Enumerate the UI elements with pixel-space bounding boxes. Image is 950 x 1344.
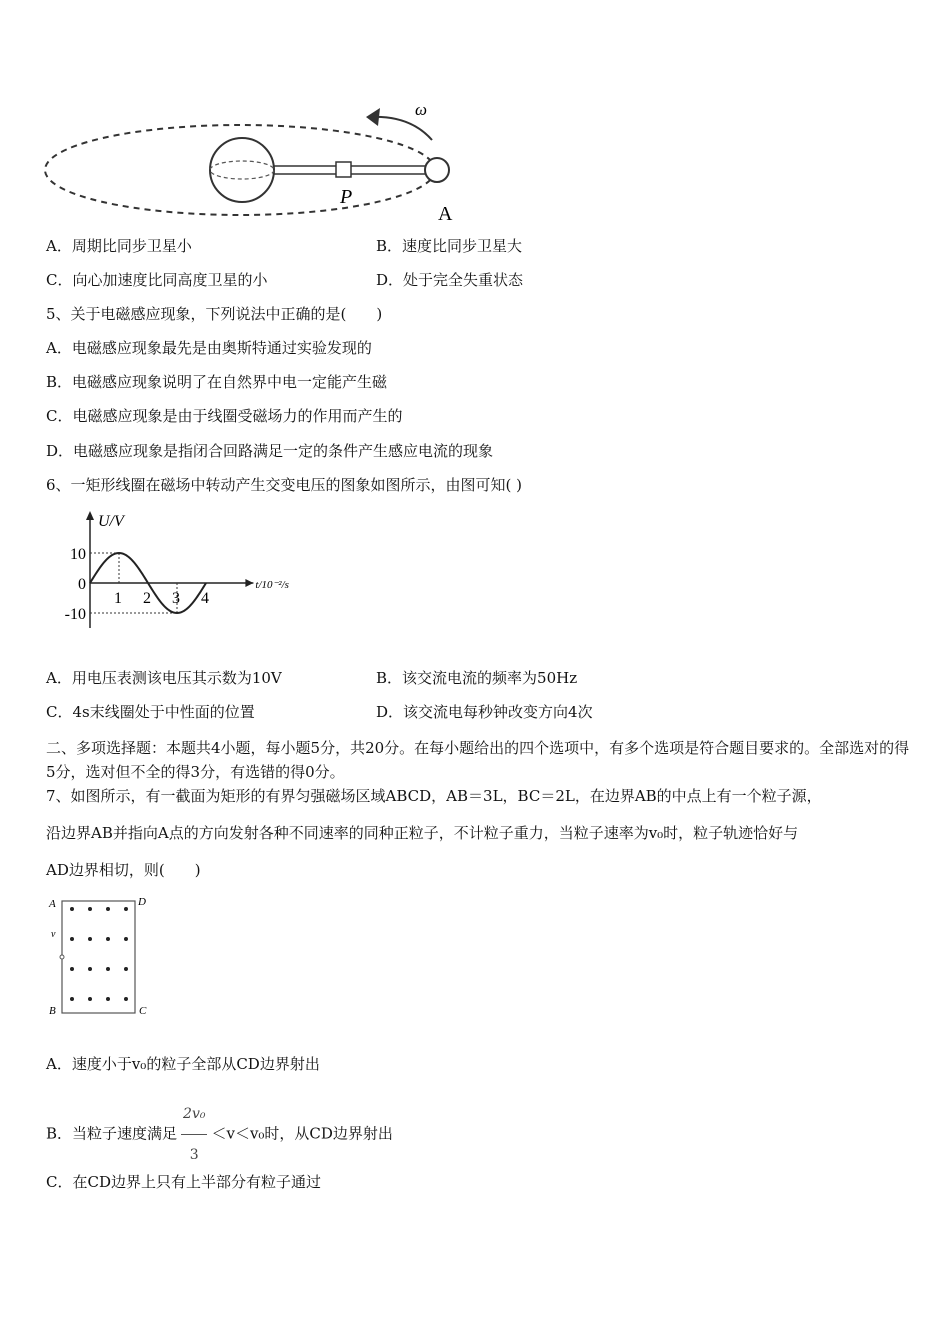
y-tick-label: 10	[70, 546, 86, 563]
field-dot	[88, 907, 92, 911]
q4-options-row1	[46, 236, 523, 256]
field-dot	[70, 997, 74, 1001]
section2-heading: 二、多项选择题：本题共4小题，每小题5分，共20分。在每小题给出的四个选项中，有多个选项是符合题目要求的。全部选对的得5分，选对但不全的得3分，有选错的得0分。	[46, 739, 910, 781]
fig-label-v: v	[51, 929, 56, 940]
q6-stem: 6、一矩形线圈在磁场中转动产生交变电压的图象如图所示，由图可知( )	[46, 476, 523, 494]
field-dot	[124, 907, 128, 911]
q7-fraction	[181, 1094, 207, 1175]
q5-stem: 5、关于电磁感应现象，下列说法中正确的是( )	[46, 305, 383, 323]
q7-line3: AD边界相切，则( )	[46, 861, 201, 879]
y-tick-label: 0	[78, 576, 86, 593]
voltage-chart	[55, 508, 325, 638]
q5-option-c[interactable]: C．电磁感应现象是由于线圈受磁场力的作用而产生的	[46, 407, 403, 425]
field-dot	[124, 967, 128, 971]
y-axis-label: U/V	[98, 513, 124, 530]
field-dot	[106, 937, 110, 941]
q7-option-c[interactable]: C．在CD边界上只有上半部分有粒子通过	[46, 1173, 321, 1191]
field-dot	[88, 997, 92, 1001]
fig-label-b: B	[49, 1005, 56, 1017]
q5-option-b[interactable]: B．电磁感应现象说明了在自然界中电一定能产生磁	[46, 373, 388, 391]
q6-option-d[interactable]: D．该交流电每秒钟改变方向4次	[376, 703, 593, 721]
field-dot	[70, 937, 74, 941]
field-dot	[88, 967, 92, 971]
field-dot	[106, 967, 110, 971]
field-dots	[70, 907, 128, 1001]
field-dot	[124, 997, 128, 1001]
field-dot	[106, 907, 110, 911]
y-tick-label: -10	[64, 606, 86, 623]
satellite-figure	[40, 95, 470, 225]
field-dot	[106, 997, 110, 1001]
y-axis-arrow	[86, 511, 94, 520]
x-axis-arrow	[245, 579, 253, 587]
p-label: P	[340, 186, 353, 208]
q7-line1: 7、如图所示，有一截面为矩形的有界匀强磁场区域ABCD，AB＝3L，BC＝2L，在边界AB的中点上有一个粒子源，	[46, 787, 822, 805]
q4-option-d[interactable]: D．处于完全失重状态	[376, 271, 524, 289]
q6-option-c[interactable]: C．4s末线圈处于中性面的位置	[46, 703, 255, 721]
q5-option-d[interactable]: D．电磁感应现象是指闭合回路满足一定的条件产生感应电流的现象	[46, 442, 494, 460]
q7-option-a[interactable]: A．速度小于v₀的粒子全部从CD边界射出	[46, 1055, 320, 1073]
q7-line2: 沿边界AB并指向A点的方向发射各种不同速率的同种正粒子，不计粒子重力，当粒子速率为v₀时，粒子轨迹恰好与	[46, 824, 799, 842]
x-axis-label: t/10⁻²/s	[255, 579, 289, 591]
a-label: A	[438, 203, 453, 225]
q5-option-a[interactable]: A．电磁感应现象最先是由奥斯特通过实验发现的	[46, 339, 372, 357]
q7-option-b-post: ＜v＜v₀时，从CD边界射出	[211, 1124, 393, 1143]
omega-label: ω	[415, 100, 428, 119]
q4-options-row2	[46, 270, 524, 290]
x-tick-label: 4	[201, 590, 209, 607]
q6-options-row2	[46, 702, 593, 722]
q6-option-b[interactable]: B．该交流电流的频率为50Hz	[376, 669, 578, 687]
q7-fraction-den: 3	[189, 1147, 199, 1163]
field-dot	[124, 937, 128, 941]
q4-option-b[interactable]: B．速度比同步卫星大	[376, 237, 523, 255]
q7-option-b[interactable]	[46, 1094, 393, 1175]
fig-label-c: C	[139, 1005, 147, 1017]
x-tick-label: 3	[172, 590, 180, 607]
field-dot	[88, 937, 92, 941]
q4-option-c[interactable]: C．向心加速度比同高度卫星的小	[46, 271, 268, 289]
x-tick-label: 1	[114, 590, 122, 607]
field-dot	[70, 907, 74, 911]
x-tick-label: 2	[143, 590, 151, 607]
q6-option-a[interactable]: A．用电压表测该电压其示数为10V	[46, 669, 282, 687]
field-dot	[70, 967, 74, 971]
q7-fraction-num: 2v₀	[181, 1094, 207, 1135]
magnetic-field-figure	[45, 893, 165, 1023]
q6-options-row1	[46, 668, 578, 688]
fig-label-a: A	[49, 898, 56, 910]
q7-option-b-pre: B．当粒子速度满足	[46, 1124, 178, 1143]
q4-option-a[interactable]: A．周期比同步卫星小	[46, 237, 192, 255]
fig-label-d: D	[138, 896, 146, 908]
